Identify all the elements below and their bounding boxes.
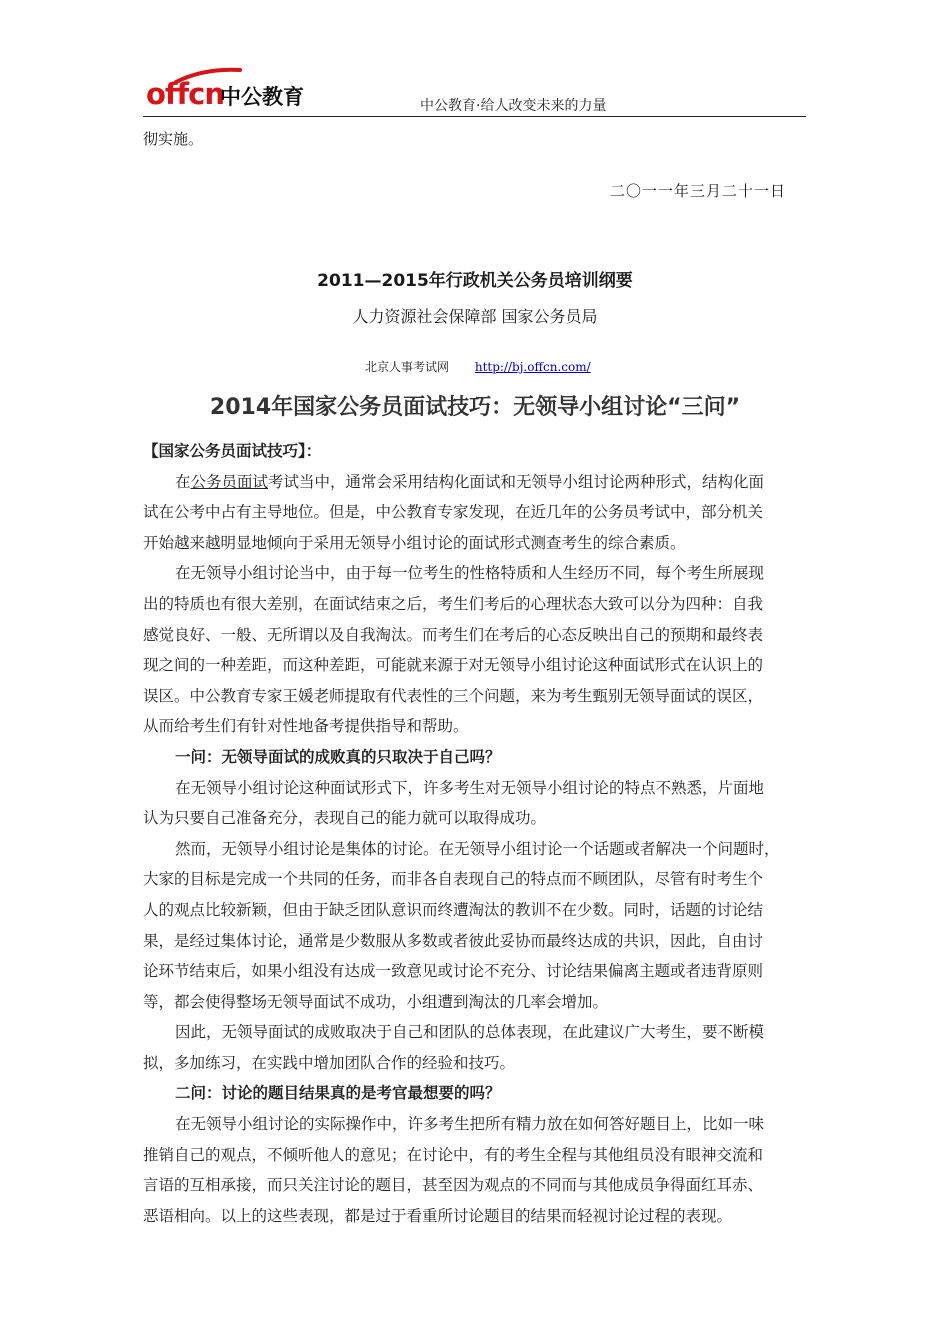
paragraph-line: 开始越来越明显地倾向于采用无领导小组讨论的面试形式测查考生的综合素质。 bbox=[143, 533, 686, 552]
paragraph-line: 拟，多加练习，在实践中增加团队合作的经验和技巧。 bbox=[143, 1053, 516, 1072]
paragraph-line: 然而，无领导小组讨论是集体的讨论。在无领导小组讨论一个话题或者解决一个问题时， bbox=[175, 839, 780, 858]
paragraph-line: 等，都会使得整场无领导面试不成功，小组遭到淘汰的几率会增加。 bbox=[143, 992, 609, 1011]
source-link[interactable]: http://bj.offcn.com/ bbox=[474, 360, 591, 374]
article-tag: 【国家公务员面试技巧】： bbox=[143, 442, 322, 460]
paragraph-line: 误区。中公教育专家王媛老师提取有代表性的三个问题，来为考生甄别无领导面试的误区， bbox=[143, 686, 764, 705]
paragraph-line: 现之间的一种差距，而这种差距，可能就来源于对无领导小组讨论这种面试形式在认识上的 bbox=[143, 656, 764, 675]
paragraph-line: 因此，无领导面试的成败取决于自己和团队的总体表现，在此建议广大考生，要不断模 bbox=[175, 1023, 765, 1042]
paragraph-line: 试在公考中占有主导地位。但是，中公教育专家发现，在近几年的公务员考试中，部分机关 bbox=[143, 503, 764, 522]
question-heading: 一问：无领导面试的成败真的只取决于自己吗？ bbox=[175, 747, 501, 766]
question-heading: 二问：讨论的题目结果真的是考官最想要的吗？ bbox=[175, 1084, 501, 1103]
article-title: 2014年国家公务员面试技巧：无领导小组讨论“三问” bbox=[209, 395, 741, 420]
paragraph-line: 果，是经过集体讨论，通常是少数服从多数或者彼此妥协而最终达成的共识，因此，自由讨 bbox=[143, 931, 764, 950]
paragraph-line: 在无领导小组讨论当中，由于每一位考生的性格特质和人生经历不同，每个考生所展现 bbox=[175, 564, 765, 583]
document-issuer: 人力资源社会保障部 国家公务员局 bbox=[352, 307, 598, 326]
header-divider bbox=[143, 116, 806, 117]
paragraph-line: 论环节结束后，如果小组没有达成一致意见或讨论不充分、讨论结果偏离主题或者违背原则 bbox=[143, 962, 764, 981]
paragraph-line: 感觉良好、一般、无所谓以及自我淘汰。而考生们在考后的心态反映出自己的预期和最终表 bbox=[143, 625, 764, 644]
paragraph-line: 人的观点比较新颖，但由于缺乏团队意识而终遭淘汰的教训不在少数。同时，话题的讨论结 bbox=[143, 900, 764, 919]
logo-en-text: offcn bbox=[146, 77, 224, 111]
source-line bbox=[365, 358, 591, 375]
paragraph-line: 大家的目标是完成一个共同的任务，而非各自表现自己的特点而不顾团队，尽管有时考生个 bbox=[143, 870, 764, 889]
paragraph-line: 恶语相向。以上的这些表现，都是过于看重所讨论题目的结果而轻视讨论过程的表现。 bbox=[143, 1206, 733, 1225]
paragraph-line: 从而给考生们有针对性地备考提供指导和帮助。 bbox=[143, 717, 469, 736]
paragraph-line: 言语的互相承接，而只关注讨论的题目，甚至因为观点的不同而与其他成员争得面红耳赤、 bbox=[143, 1176, 764, 1195]
text-span: 考试当中，通常会采用结构化面试和无领导小组讨论两种形式，结构化面 bbox=[268, 472, 765, 491]
paragraph-line: 在无领导小组讨论的实际操作中，许多考生把所有精力放在如何答好题目上，比如一味 bbox=[175, 1115, 765, 1134]
article-body bbox=[143, 436, 808, 1231]
source-site: 北京人事考试网 bbox=[365, 360, 450, 374]
paragraph-line: 出的特质也有很大差别，在面试结束之后，考生们考后的心理状态大致可以分为四种：自我 bbox=[143, 594, 764, 613]
text-span: 在 bbox=[175, 472, 191, 491]
document-title: 2011—2015年行政机关公务员培训纲要 bbox=[317, 271, 633, 291]
document-date: 二〇一一年三月二十一日 bbox=[609, 182, 786, 200]
header-slogan: 中公教育·给人改变未来的力量 bbox=[420, 98, 607, 114]
paragraph-line: 在无领导小组讨论这种面试形式下，许多考生对无领导小组讨论的特点不熟悉，片面地 bbox=[175, 778, 765, 797]
paragraph-line: 推销自己的观点，不倾听他人的意见；在讨论中，有的考生全程与其他组员没有眼神交流和 bbox=[143, 1145, 764, 1164]
logo-cn-text: 中公教育 bbox=[220, 85, 304, 109]
interview-link[interactable]: 公务员面试 bbox=[190, 472, 269, 491]
paragraph-line: 认为只要自己准备充分，表现自己的能力就可以取得成功。 bbox=[143, 809, 547, 828]
paragraph-line bbox=[143, 467, 808, 498]
previous-text-tail: 彻实施。 bbox=[143, 130, 204, 148]
offcn-logo bbox=[146, 70, 311, 112]
